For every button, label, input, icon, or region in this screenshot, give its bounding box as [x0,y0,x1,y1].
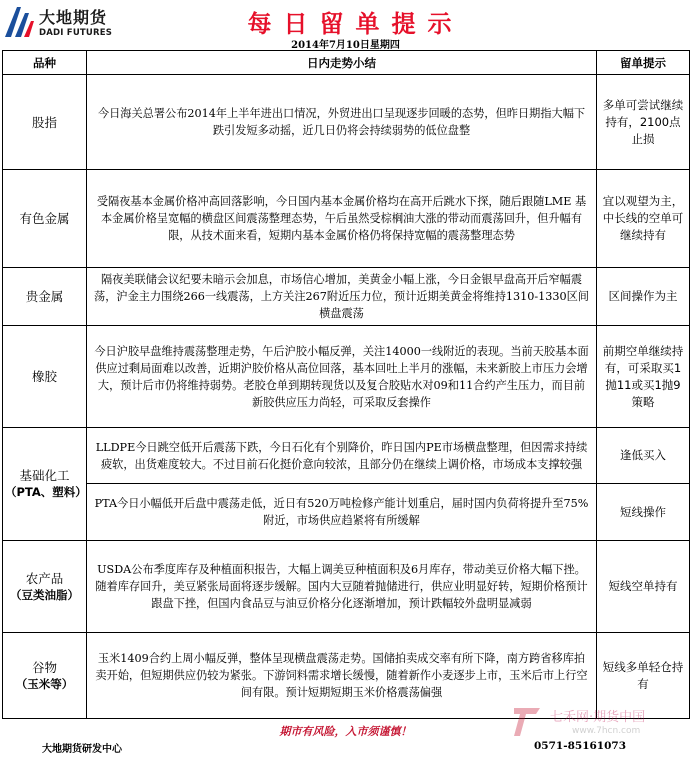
page-header [0,0,691,51]
row-summary: PTA今日小幅低开后盘中震荡走低，近日有520万吨检修产能计划重启，届时国内负荷将提升至75%附近，市场供应趋紧将有所缓解 [87,484,597,541]
row-tip: 短线操作 [597,484,690,541]
row-category-sub: （玉米等） [15,676,74,691]
table-row [3,268,690,326]
row-category-sub: （PTA、塑料） [5,485,87,499]
row-category: 贵金属 [3,268,87,326]
table-header-row [3,51,690,75]
row-summary: 今日海关总署公布2014年上半年进出口情况，外贸进出口呈现逐步回暖的态势，但昨日期指大幅下跌引发短多动摇，近几日仍将会持续弱势的低位盘整 [87,75,597,170]
row-tip: 短线多单轻仓持有 [597,633,690,719]
column-header-category: 品种 [3,51,87,75]
column-header-summary: 日内走势小结 [87,51,597,75]
row-category-name: 农产品 [25,570,64,586]
table-row [3,541,690,633]
row-summary: USDA公布季度库存及种植面积报告，大幅上调美豆种植面积及6月库存，带动美豆价格大幅下挫。随着库存回升，美豆紧张局面将逐步缓解。国内大豆随着抛储进行，供应业明显好转，短期价格预计跟盘下挫，但国内食品豆与油豆价格分化逐渐增加，预计跌幅较外盘明显减弱 [87,541,597,633]
row-category: 有色金属 [3,170,87,268]
research-center-name: 大地期货研发中心 [42,744,122,755]
row-category-name: 谷物 [31,659,57,675]
row-category: 橡胶 [3,326,87,428]
table-row [3,484,690,541]
row-tip: 多单可尝试继续持有，2100点止损 [597,75,690,170]
report-table [2,50,690,719]
row-summary: 玉米1409合约上周小幅反弹，整体呈现横盘震荡走势。国储拍卖成交率有所下降，南方跨省移库拍卖开始，但短期供应仍较为紧张。下游饲料需求增长缓慢，随着新作小麦逐步上市，玉米后市上行空间有限。预计短期短期玉米价格震荡偏强 [87,633,597,719]
watermark-text: 七禾网·期货中国 [550,710,646,725]
row-tip: 宜以观望为主，中长线的空单可继续持有 [597,170,690,268]
report-date: 2014年7月10日星期四 [291,40,400,51]
row-category [3,428,87,541]
table-row [3,428,690,484]
contact-phone: 0571-85161073 [534,740,627,752]
row-tip: 区间操作为主 [597,268,690,326]
logo-chinese-name: 大地期货 [39,8,108,27]
risk-warning: 期市有风险，入市须谨慎！ [279,725,412,738]
row-summary: 隔夜美联储会议纪要未暗示会加息，市场信心增加，美黄金小幅上涨，今日金银早盘高开后窄幅震荡，沪金主力围绕266一线震荡，上方关注267附近压力位，预计近期美黄金将维持1310-1330区间横盘震荡 [87,268,597,326]
row-summary: 受隔夜基本金属价格冲高回落影响，今日国内基本金属价格均在高开后跳水下探，随后跟随LME 基本金属价格呈宽幅的横盘区间震荡整理态势，午后虽然受棕榈油大涨的带动而震荡回升，但升幅有限，从技术面来看，短期内基本金属价格仍将保持宽幅的震荡整理态势 [87,170,597,268]
page-footer [2,722,689,756]
table-row [3,326,690,428]
row-tip: 逢低买入 [597,428,690,484]
table-row [3,75,690,170]
row-summary: 今日沪胶早盘维持震荡整理走势，午后沪胶小幅反弹，关注14000一线附近的表现。当前天胶基本面供应过剩局面难以改善，近期沪胶价格从高位回落，基本回吐上半月的涨幅，未来新胶上市压力会增大，预计后市仍将维持弱势。老胶仓单到期转现货以及复合胶贴水对09和11合约产生压力，而目前新胶供应压力尚轻，可采取反套操作 [87,326,597,428]
row-category [3,633,87,719]
row-category-name: 基础化工 [19,468,70,483]
row-summary: LLDPE今日跳空低开后震荡下跌，今日石化有个别降价，昨日国内PE市场横盘整理，但因需求持续疲软，出货难度较大。不过目前石化挺价意向较浓，且部分仍在继续上调价格，市场成本支撑较强 [87,428,597,484]
table-row [3,170,690,268]
column-header-tip: 留单提示 [597,51,690,75]
row-category-sub: （豆类油脂） [10,587,79,602]
row-category [3,541,87,633]
page-title: 每日留单提示 [247,10,464,38]
row-category: 股指 [3,75,87,170]
logo-english-name: DADI FUTURES [39,28,113,38]
row-tip: 短线空单持有 [597,541,690,633]
watermark-url: www.7hcn.com [572,726,641,736]
row-tip: 前期空单继续持有，可采取买1抛11或买1抛9策略 [597,326,690,428]
